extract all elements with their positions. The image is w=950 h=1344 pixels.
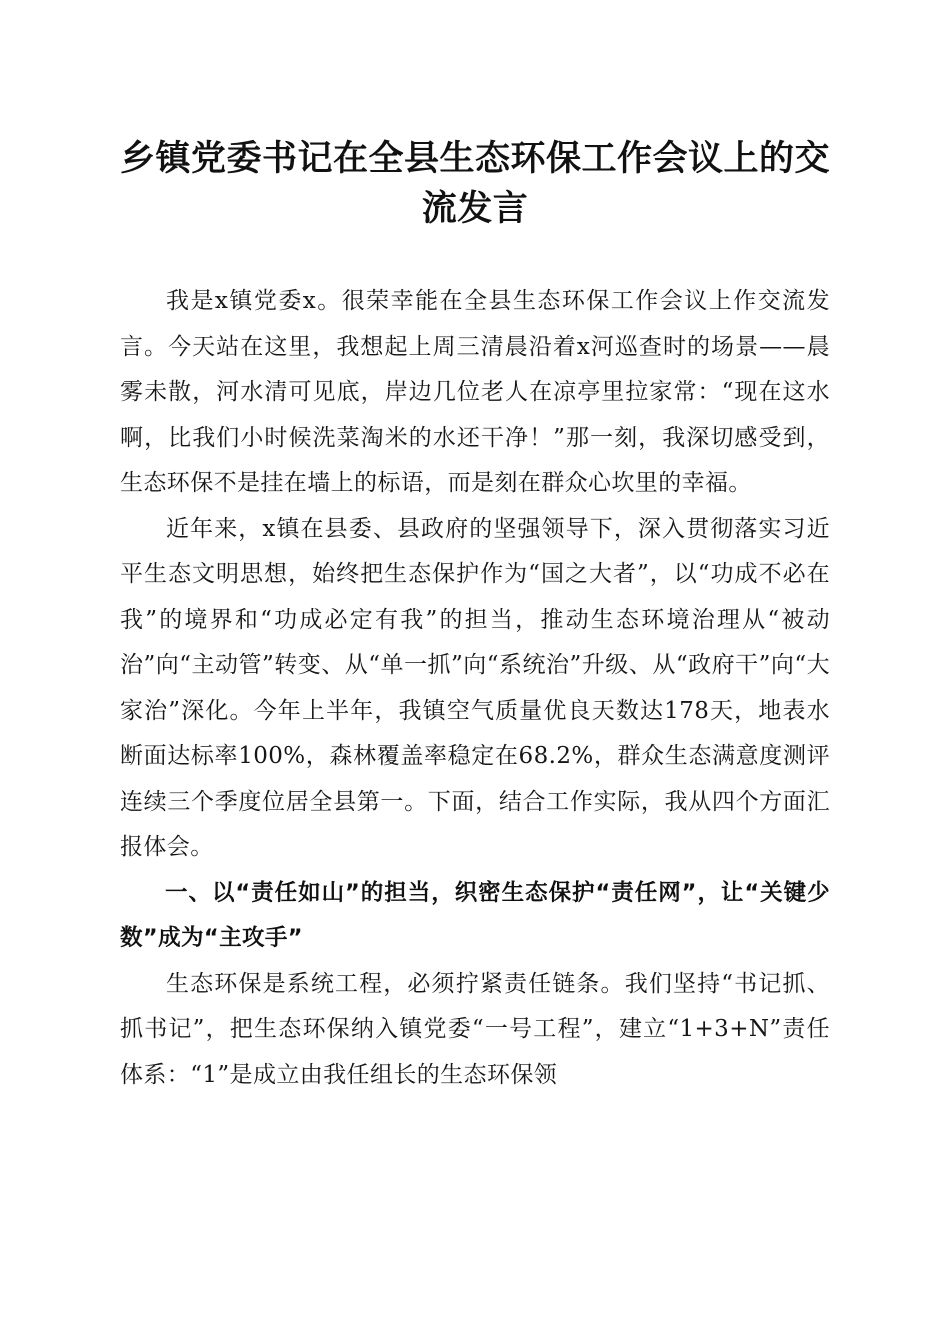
intro-paragraph: 我是x镇党委x。很荣幸能在全县生态环保工作会议上作交流发言。今天站在这里，我想起上周三清晨沿着x河巡查时的场景——晨雾未散，河水清可见底，岸边几位老人在凉亭里拉家常：“现在这水啊，比我们小时候洗菜淘米的水还干净！”那一刻，我深切感受到，生态环保不是挂在墙上的标语，而是刻在群众心坎里的幸福。 [120,288,830,496]
section-paragraph: 生态环保是系统工程，必须拧紧责任链条。我们坚持“书记抓、抓书记”，把生态环保纳入镇党委“一号工程”，建立“1+3+N”责任体系：“1”是成立由我任组长的生态环保领 [120,970,830,1088]
section-heading: 一、以“责任如山”的担当，织密生态保护“责任网”，让“关键少数”成为“主攻手” [120,879,830,951]
document-body [120,279,830,1098]
document-title: 乡镇党委书记在全县生态环保工作会议上的交流发言 [119,138,830,229]
achievements-paragraph: 近年来，x镇在县委、县政府的坚强领导下，深入贯彻落实习近平生态文明思想，始终把生态保护作为“国之大者”，以“功成不必在我”的境界和“功成必定有我”的担当，推动生态环境治理从“被动治”向“主动管”转变、从“单一抓”向“系统治”升级、从“政府干”向“大家治”深化。今年上半年，我镇空气质量优良天数达178天，地表水断面达标率100%，森林覆盖率稳定在68.2%，群众生态满意度测评连续三个季度位居全县第一。下面，结合工作实际，我从四个方面汇报体会。 [120,515,830,860]
